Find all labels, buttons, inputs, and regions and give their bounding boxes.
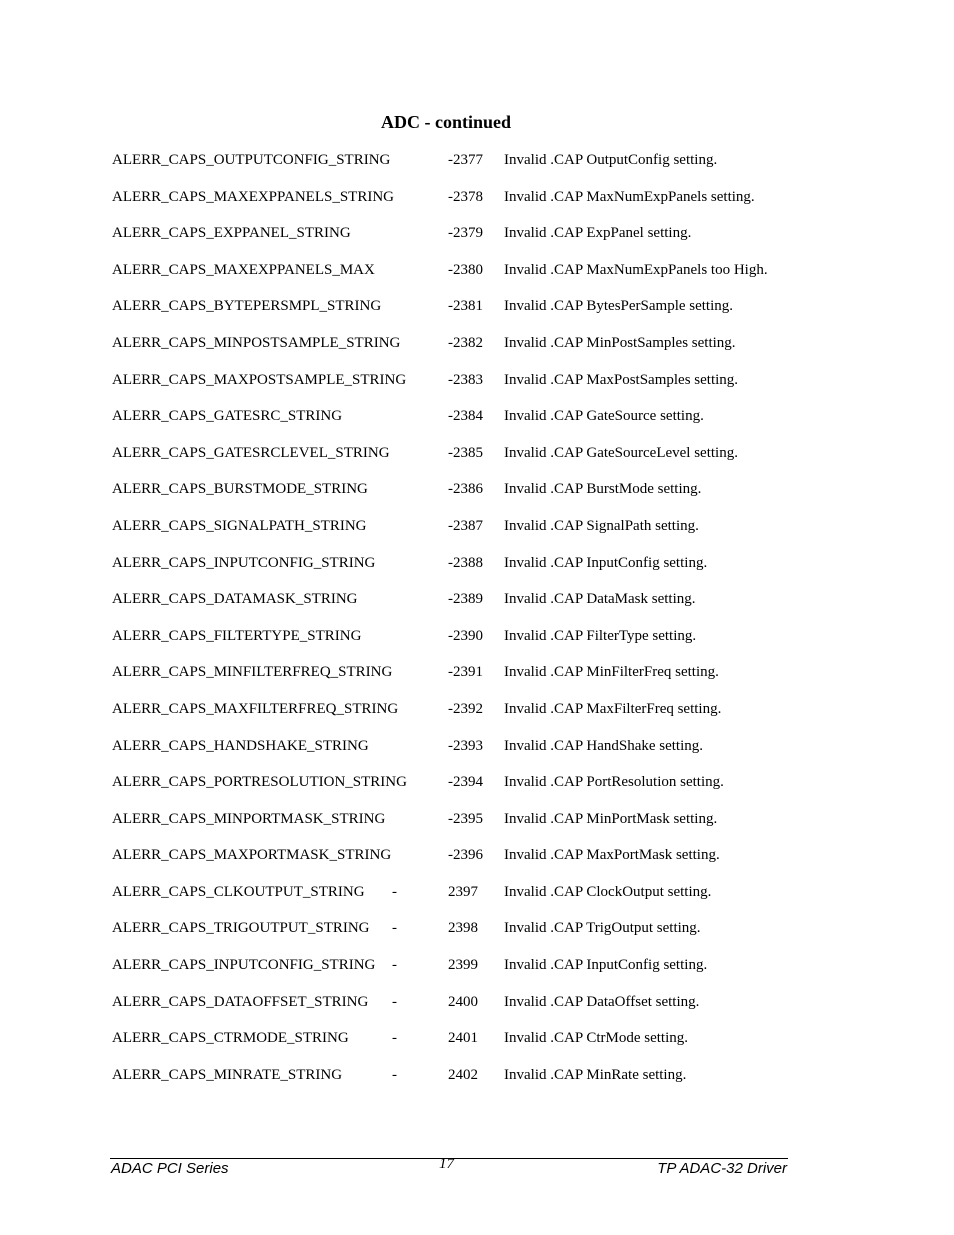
error-code-value: 2402 — [448, 1066, 478, 1083]
error-code-value: -2383 — [448, 371, 483, 388]
error-constant-name: ALERR_CAPS_HANDSHAKE_STRING — [112, 737, 369, 754]
error-constant-name: ALERR_CAPS_SIGNALPATH_STRING — [112, 517, 367, 534]
error-code-row — [112, 479, 832, 516]
error-code-value: -2387 — [448, 517, 483, 534]
error-description: Invalid .CAP MaxPortMask setting. — [504, 847, 720, 864]
error-code-value: -2384 — [448, 408, 483, 425]
error-constant-name: ALERR_CAPS_EXPPANEL_STRING — [112, 225, 351, 242]
error-code-row — [112, 516, 832, 553]
error-description: Invalid .CAP PortResolution setting. — [504, 774, 724, 791]
footer-series-title: ADAC PCI Series — [111, 1160, 229, 1177]
error-constant-name: ALERR_CAPS_MINFILTERFREQ_STRING — [112, 664, 393, 681]
error-code-row — [112, 992, 832, 1029]
error-description: Invalid .CAP HandShake setting. — [504, 737, 704, 754]
error-code-value: -2392 — [448, 700, 483, 717]
error-code-row — [112, 296, 832, 333]
error-code-row — [112, 662, 832, 699]
error-constant-name: ALERR_CAPS_MINRATE_STRING — [112, 1066, 343, 1083]
error-code-row — [112, 260, 832, 297]
error-constant-name: ALERR_CAPS_MINPOSTSAMPLE_STRING — [112, 334, 401, 351]
error-code-value: -2395 — [448, 810, 483, 827]
error-code-row — [112, 845, 832, 882]
error-description: Invalid .CAP MaxPostSamples setting. — [504, 371, 739, 388]
error-description: Invalid .CAP InputConfig setting. — [504, 554, 708, 571]
error-constant-name: ALERR_CAPS_MAXFILTERFREQ_STRING — [112, 700, 399, 717]
error-description: Invalid .CAP DataMask setting. — [504, 591, 696, 608]
error-code-value: -2379 — [448, 225, 483, 242]
error-code-value: 2399 — [448, 957, 478, 974]
error-constant-name: ALERR_CAPS_PORTRESOLUTION_STRING — [112, 774, 407, 791]
error-code-value: 2401 — [448, 1030, 478, 1047]
error-description: Invalid .CAP InputConfig setting. — [504, 957, 708, 974]
error-code-value: -2391 — [448, 664, 483, 681]
code-sign: - — [392, 993, 397, 1010]
error-description: Invalid .CAP TrigOutput setting. — [504, 920, 701, 937]
error-code-row — [112, 809, 832, 846]
error-code-value: -2382 — [448, 334, 483, 351]
error-constant-name: ALERR_CAPS_FILTERTYPE_STRING — [112, 627, 362, 644]
error-description: Invalid .CAP MinFilterFreq setting. — [504, 664, 719, 681]
error-code-row — [112, 882, 832, 919]
error-constant-name: ALERR_CAPS_MAXPORTMASK_STRING — [112, 847, 392, 864]
error-constant-name: ALERR_CAPS_MAXEXPPANELS_STRING — [112, 188, 394, 205]
error-code-row — [112, 626, 832, 663]
error-code-row — [112, 736, 832, 773]
error-code-row — [112, 1028, 832, 1065]
error-description: Invalid .CAP ExpPanel setting. — [504, 225, 692, 242]
error-code-row — [112, 187, 832, 224]
error-description: Invalid .CAP ClockOutput setting. — [504, 883, 712, 900]
error-code-value: -2378 — [448, 188, 483, 205]
code-sign: - — [392, 1066, 397, 1083]
error-code-value: -2389 — [448, 591, 483, 608]
error-constant-name: ALERR_CAPS_OUTPUTCONFIG_STRING — [112, 152, 391, 168]
error-description: Invalid .CAP BurstMode setting. — [504, 481, 702, 498]
error-constant-name: ALERR_CAPS_CLKOUTPUT_STRING — [112, 883, 365, 900]
error-description: Invalid .CAP CtrMode setting. — [504, 1030, 689, 1047]
error-constant-name: ALERR_CAPS_MAXEXPPANELS_MAX — [112, 261, 375, 278]
error-code-value: -2385 — [448, 444, 483, 461]
error-code-value: -2396 — [448, 847, 483, 864]
error-code-value: -2388 — [448, 554, 483, 571]
error-code-row — [112, 589, 832, 626]
error-code-row — [112, 406, 832, 443]
error-description: Invalid .CAP DataOffset setting. — [504, 993, 700, 1010]
page-number: 17 — [439, 1156, 454, 1172]
error-code-value: -2386 — [448, 481, 483, 498]
error-description: Invalid .CAP GateSourceLevel setting. — [504, 444, 738, 461]
error-code-row — [112, 370, 832, 407]
error-description: Invalid .CAP BytesPerSample setting. — [504, 298, 734, 315]
error-code-row — [112, 223, 832, 260]
error-constant-name: ALERR_CAPS_BURSTMODE_STRING — [112, 481, 368, 498]
error-code-row — [112, 772, 832, 809]
error-constant-name: ALERR_CAPS_MINPORTMASK_STRING — [112, 810, 386, 827]
error-code-value: -2377 — [448, 152, 483, 168]
error-code-row — [112, 699, 832, 736]
error-description: Invalid .CAP OutputConfig setting. — [504, 152, 718, 168]
error-description: Invalid .CAP FilterType setting. — [504, 627, 697, 644]
section-heading: ADC - continued — [381, 112, 512, 132]
error-code-value: -2390 — [448, 627, 483, 644]
error-constant-name: ALERR_CAPS_TRIGOUTPUT_STRING — [112, 920, 370, 937]
error-constant-name: ALERR_CAPS_DATAOFFSET_STRING — [112, 993, 369, 1010]
error-constant-name: ALERR_CAPS_INPUTCONFIG_STRING — [112, 554, 376, 571]
error-description: Invalid .CAP SignalPath setting. — [504, 517, 699, 534]
error-description: Invalid .CAP MaxFilterFreq setting. — [504, 700, 722, 717]
error-code-value: -2381 — [448, 298, 483, 315]
error-code-value: 2400 — [448, 993, 478, 1010]
error-description: Invalid .CAP MaxNumExpPanels too High. — [504, 261, 768, 278]
error-description: Invalid .CAP MaxNumExpPanels setting. — [504, 188, 755, 205]
error-description: Invalid .CAP MinRate setting. — [504, 1066, 687, 1083]
error-code-row — [112, 333, 832, 370]
error-code-row — [112, 955, 832, 992]
error-constant-name: ALERR_CAPS_GATESRC_STRING — [112, 408, 343, 425]
error-code-row — [112, 150, 832, 187]
error-code-row — [112, 553, 832, 590]
error-constant-name: ALERR_CAPS_DATAMASK_STRING — [112, 591, 358, 608]
error-constant-name: ALERR_CAPS_INPUTCONFIG_STRING — [112, 957, 376, 974]
error-code-list — [112, 150, 832, 1101]
footer-driver-title: TP ADAC-32 Driver — [657, 1160, 787, 1177]
error-description: Invalid .CAP MinPortMask setting. — [504, 810, 718, 827]
code-sign: - — [392, 920, 397, 937]
error-code-value: -2380 — [448, 261, 483, 278]
error-code-value: 2398 — [448, 920, 478, 937]
code-sign: - — [392, 957, 397, 974]
error-description: Invalid .CAP GateSource setting. — [504, 408, 704, 425]
error-code-value: -2394 — [448, 774, 483, 791]
error-constant-name: ALERR_CAPS_MAXPOSTSAMPLE_STRING — [112, 371, 407, 388]
error-constant-name: ALERR_CAPS_BYTEPERSMPL_STRING — [112, 298, 382, 315]
code-sign: - — [392, 1030, 397, 1047]
error-code-row — [112, 1065, 832, 1102]
error-code-value: -2393 — [448, 737, 483, 754]
error-code-row — [112, 918, 832, 955]
error-code-value: 2397 — [448, 883, 478, 900]
code-sign: - — [392, 883, 397, 900]
error-description: Invalid .CAP MinPostSamples setting. — [504, 334, 736, 351]
error-code-row — [112, 443, 832, 480]
error-constant-name: ALERR_CAPS_GATESRCLEVEL_STRING — [112, 444, 390, 461]
error-constant-name: ALERR_CAPS_CTRMODE_STRING — [112, 1030, 349, 1047]
